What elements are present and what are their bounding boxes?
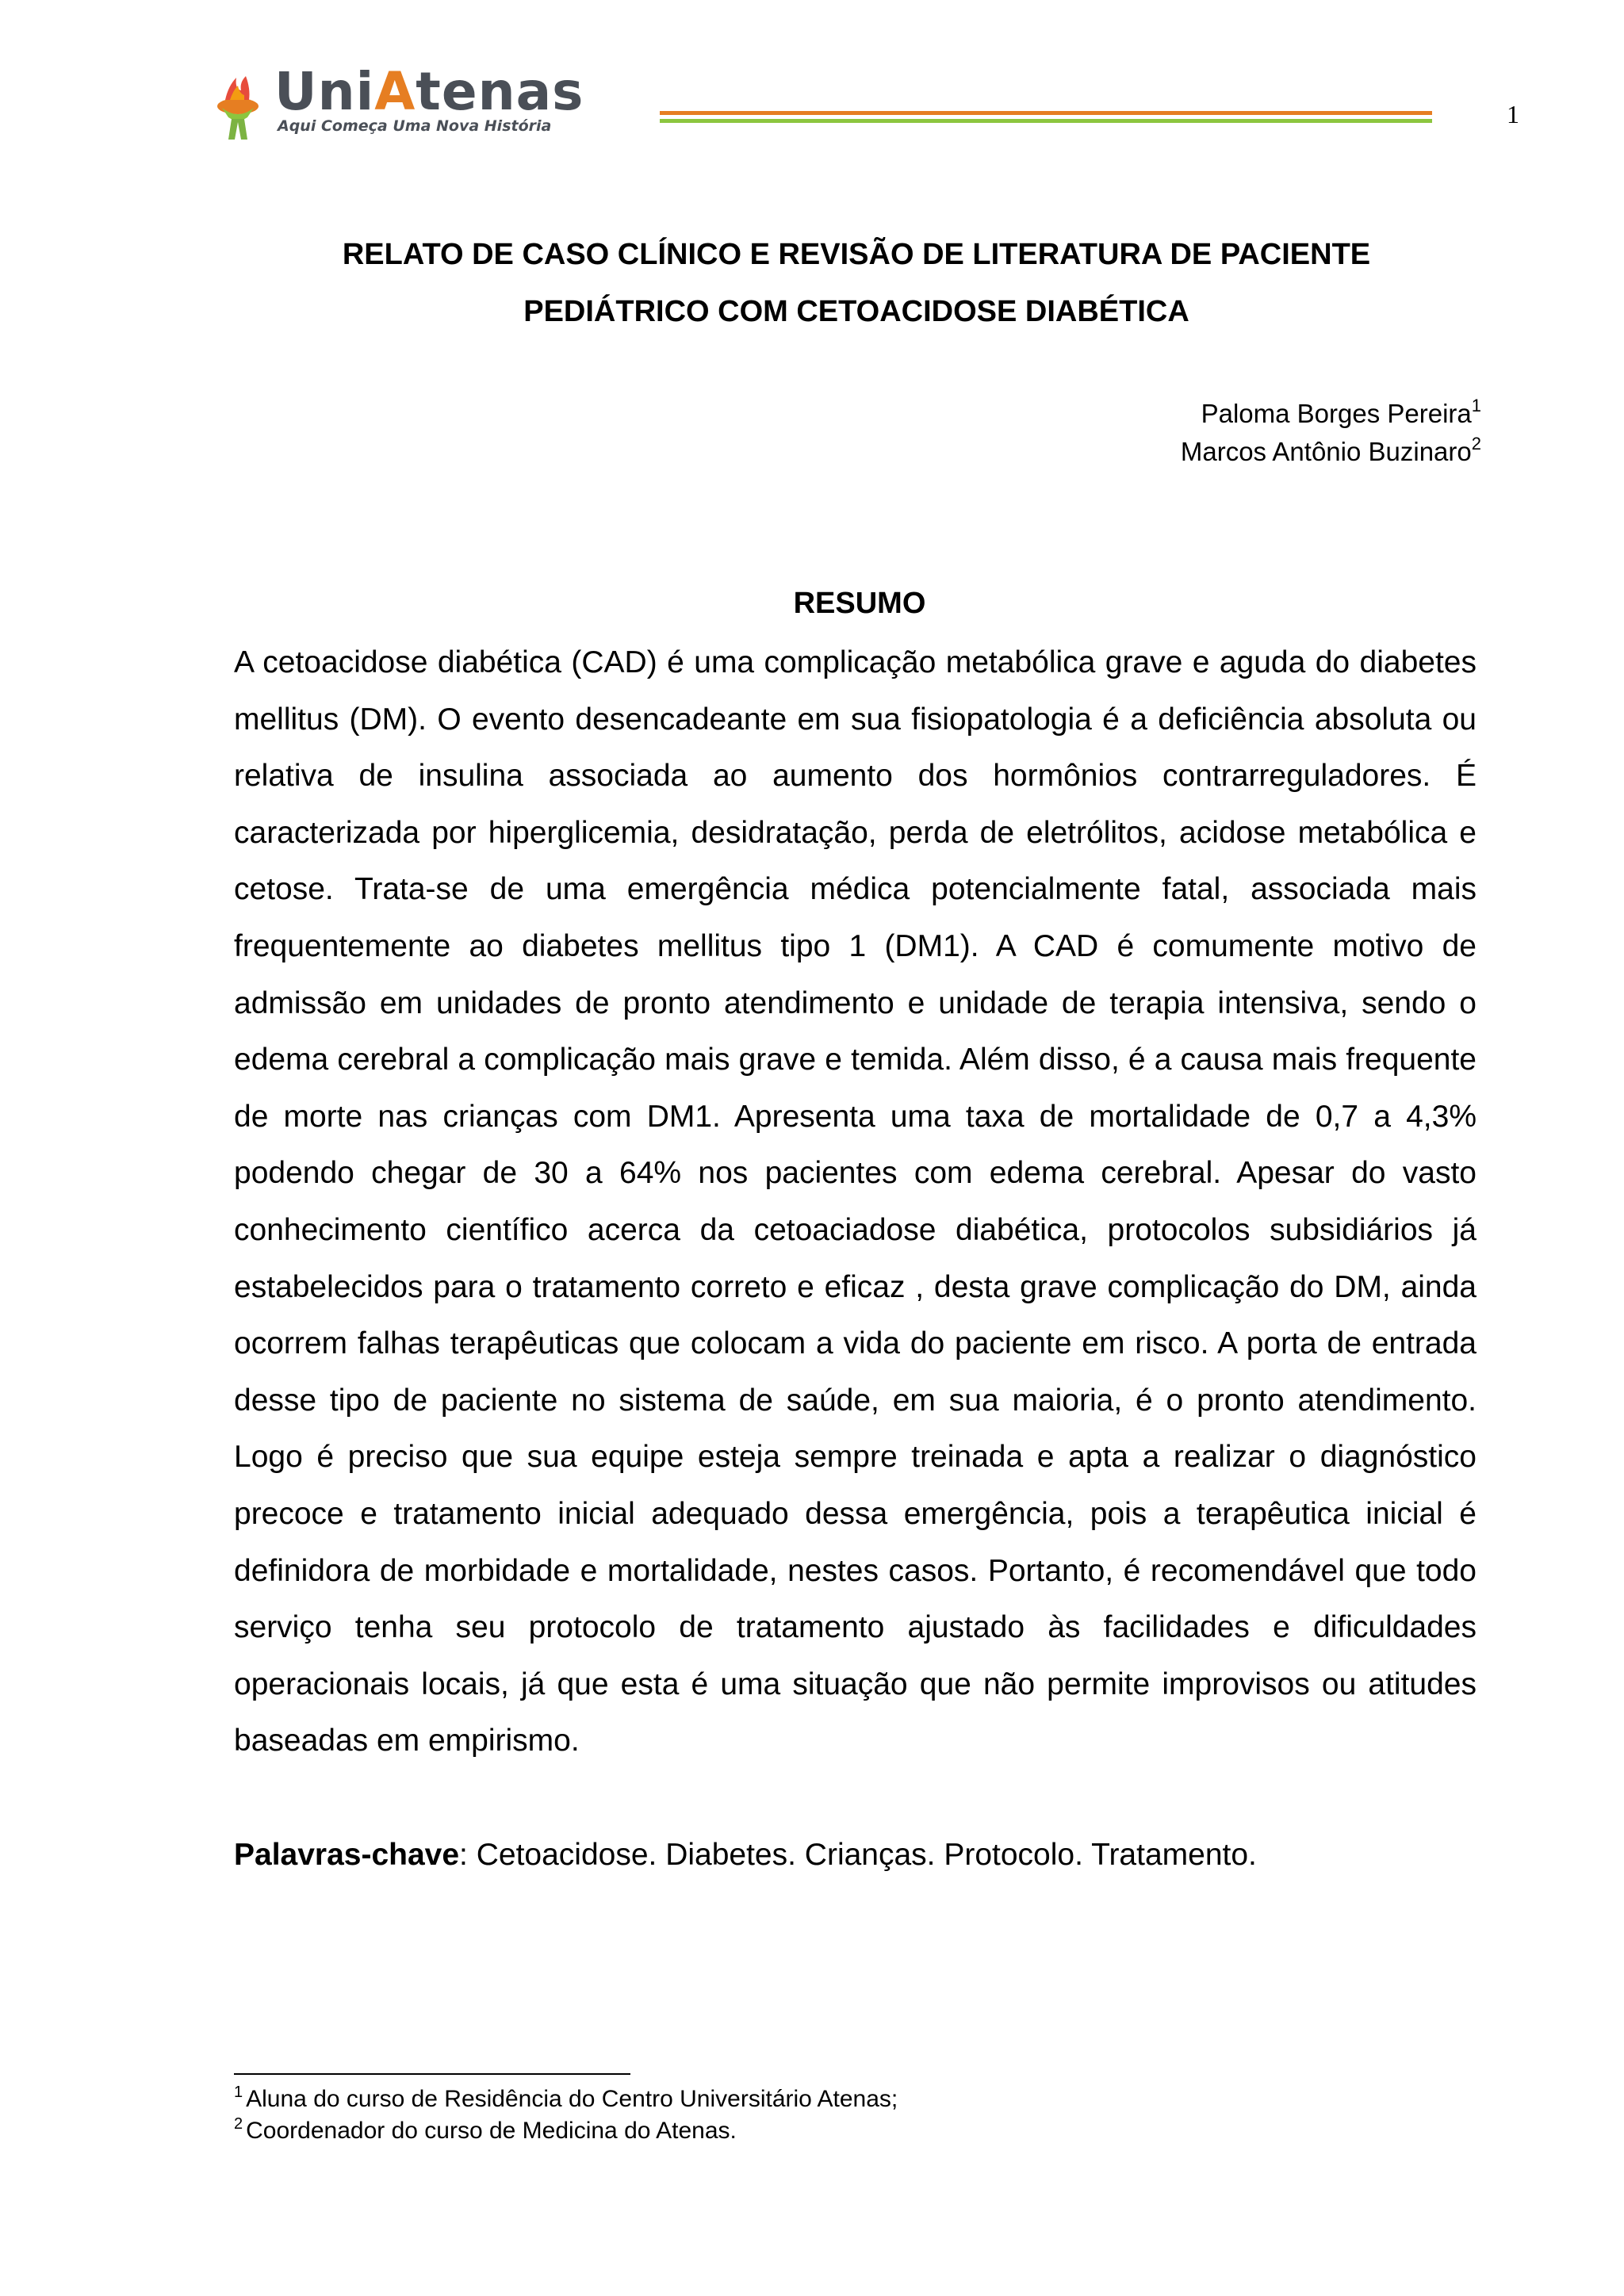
footnote-mark: 2	[234, 2115, 243, 2133]
unatenas-logo	[208, 61, 652, 144]
footnote-text: Coordenador do curso de Medicina do Atenas.	[246, 2118, 737, 2144]
torch-icon	[208, 71, 268, 141]
footnote	[234, 2115, 898, 2147]
footnote-mark: 1	[234, 2084, 243, 2101]
author-footnote-mark: 2	[1471, 434, 1481, 453]
author-name: Paloma Borges Pereira	[1201, 399, 1472, 428]
footnote-separator	[234, 2073, 630, 2075]
author	[1181, 395, 1481, 433]
keywords-list: Cetoacidose. Diabetes. Crianças. Protocolo. Tratamento.	[476, 1838, 1257, 1872]
abstract-heading: RESUMO	[793, 587, 926, 620]
keywords-separator: :	[459, 1838, 477, 1872]
author-name: Marcos Antônio Buzinaro	[1180, 437, 1472, 466]
abstract-text: A cetoacidose diabética (CAD) é uma complicação metabólica grave e aguda do diabetes mellitus (DM). O evento desencadeante em sua fisiopatologia é a deficiência absoluta ou relativa de insulina associada ao aumento dos hormônios contrarreguladores. É caracterizada por hiperglicemia, desidratação, perda de eletrólitos, acidose metabólica e cetose. Trata-se de uma emergência médica potencialmente fatal, associada mais frequentemente ao diabetes mellitus tipo 1 (DM1). A CAD é comumente motivo de admissão em unidades de pronto atendimento e unidade de terapia intensiva, sendo o edema cerebral a complicação mais grave e temida. Além disso, é a causa mais frequente de morte nas crianças com DM1. Apresenta uma taxa de mortalidade de 0,7 a 4,3% podendo chegar de 30 a 64% nos pacientes com edema cerebral. Apesar do vasto conhecimento científico acerca da cetoaciadose diabética, protocolos subsidiários já estabelecidos para o tratamento correto e eficaz , desta grave complicação do DM, ainda ocorrem falhas terapêuticas que colocam a vida do paciente em risco. A porta de entrada desse tipo de paciente no sistema de saúde, em sua maioria, é o pronto atendimento. Logo é preciso que sua equipe esteja sempre treinada e apta a realizar o diagnóstico precoce e tratamento inicial adequado dessa emergência, pois a terapêutica inicial é definidora de morbidade e mortalidade, nestes casos. Portanto, é recomendável que todo serviço tenha seu protocolo de tratamento ajustado às facilidades e dificuldades operacionais locais, já que esta é uma situação que não permite improvisos ou atitudes baseadas em empirismo.	[234, 645, 1477, 1758]
header-rule-orange	[660, 111, 1432, 115]
footnotes	[234, 2084, 898, 2147]
page-number: 1	[1507, 100, 1519, 128]
paper-title	[238, 226, 1475, 340]
author	[1181, 433, 1481, 471]
footnote-text: Aluna do curso de Residência do Centro Universitário Atenas;	[246, 2086, 898, 2112]
footnote	[234, 2084, 898, 2115]
header-rule-green	[660, 119, 1432, 123]
logo-wordmark: UniAtenas	[274, 61, 584, 122]
author-footnote-mark: 1	[1471, 396, 1481, 415]
author-list	[1181, 395, 1481, 471]
title-line-2: PEDIÁTRICO COM CETOACIDOSE DIABÉTICA	[523, 295, 1189, 328]
keywords-label: Palavras-chave	[234, 1838, 460, 1872]
page-header	[208, 61, 1432, 144]
logo-tagline: Aqui Começa Uma Nova História	[278, 117, 552, 135]
title-line-1: RELATO DE CASO CLÍNICO E REVISÃO DE LITERATURA DE PACIENTE	[342, 238, 1371, 271]
keywords	[234, 1831, 1477, 1879]
